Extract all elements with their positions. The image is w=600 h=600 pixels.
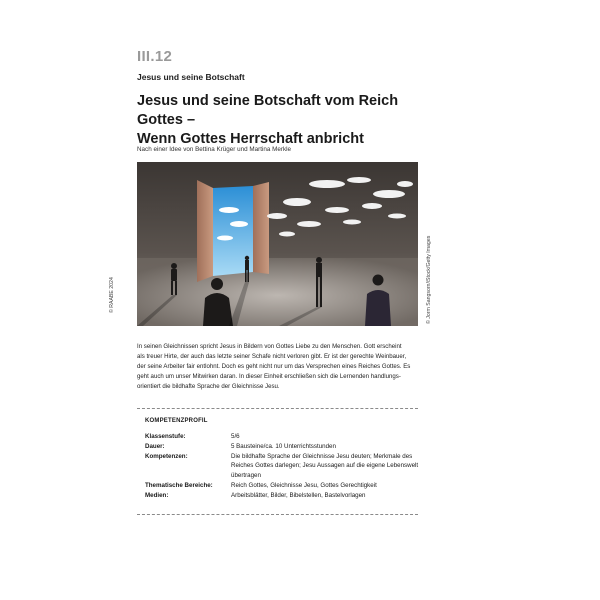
section-number: III.12 — [137, 48, 173, 65]
profile-value — [231, 481, 410, 491]
intro-line: geht auch um unser Mitwirken daran. In dieser Einheit erschließen sich die Lernenden handlungs- — [137, 373, 401, 381]
profile-label: Thematische Bereiche: — [145, 481, 213, 489]
cloud-icon — [219, 207, 239, 213]
profile-value — [231, 442, 410, 452]
profile-value — [231, 491, 410, 501]
profile-label: Dauer: — [145, 442, 165, 450]
profile-label: Klassenstufe: — [145, 433, 186, 440]
profile-value-line: 5/6 — [231, 433, 240, 440]
intro-line: der seine Arbeiter fair entlohnt. Doch es geht nicht nur um das Versprechen eines Reiches Gottes. Es — [137, 363, 411, 371]
profile-row-duration — [145, 442, 410, 452]
intro-paragraph — [137, 342, 421, 392]
byline: Nach einer Idee von Bettina Krüger und Martina Merkle — [137, 146, 292, 153]
profile-value-line: Reich Gottes, Gleichnisse Jesu, Gottes Gerechtigkeit — [231, 481, 377, 489]
title-line-2: Wenn Gottes Herrschaft anbricht — [137, 131, 364, 147]
profile-heading: KOMPETENZPROFIL — [145, 418, 208, 424]
copyright-notice: © RAABE 2024 — [109, 277, 115, 313]
profile-value-line: 5 Bausteine/ca. 10 Unterrichtsstunden — [231, 442, 336, 450]
door-right — [253, 182, 269, 274]
cloud-icon — [217, 236, 233, 241]
page-title — [137, 92, 427, 149]
profile-value-line: Die bildhafte Sprache der Gleichnisse Jesu deuten; Merkmale des — [231, 452, 413, 460]
profile-value — [231, 432, 410, 442]
competence-profile-box — [137, 408, 418, 515]
profile-row-media — [145, 491, 410, 501]
profile-value-line: Reiches Gottes darlegen; Jesu Aussagen auf die eigene Lebenswelt — [231, 462, 419, 470]
profile-value — [231, 452, 418, 481]
profile-row-topics — [145, 481, 410, 491]
title-line-1: Jesus und seine Botschaft vom Reich Gottes – — [137, 93, 399, 128]
hero-illustration-svg — [137, 162, 418, 326]
door-left — [197, 180, 213, 282]
kicker: Jesus und seine Botschaft — [137, 72, 245, 82]
profile-value-line: übertragen — [231, 472, 261, 480]
intro-line: In seinen Gleichnissen spricht Jesus in Bildern von Gottes Liebe zu den Menschen. Gott erscheint — [137, 343, 402, 350]
image-credit: © Jorm Sangsorn/iStock/Getty Images — [426, 235, 432, 324]
profile-label: Medien: — [145, 491, 169, 499]
intro-line: als treuer Hirte, der auch das letzte seiner Schafe nicht verloren gibt. Er ist der gerechte Weinbauer, — [137, 353, 407, 361]
profile-row-grade — [145, 432, 410, 442]
cloud-icon — [230, 221, 248, 227]
hero-illustration — [137, 162, 418, 326]
profile-row-competences — [145, 452, 419, 481]
profile-label: Kompetenzen: — [145, 452, 188, 460]
profile-value-line: Arbeitsblätter, Bilder, Bibelstellen, Bastelvorlagen — [231, 491, 366, 499]
intro-line: orientiert die bildhafte Sprache der Gleichnisse Jesu. — [137, 383, 280, 391]
